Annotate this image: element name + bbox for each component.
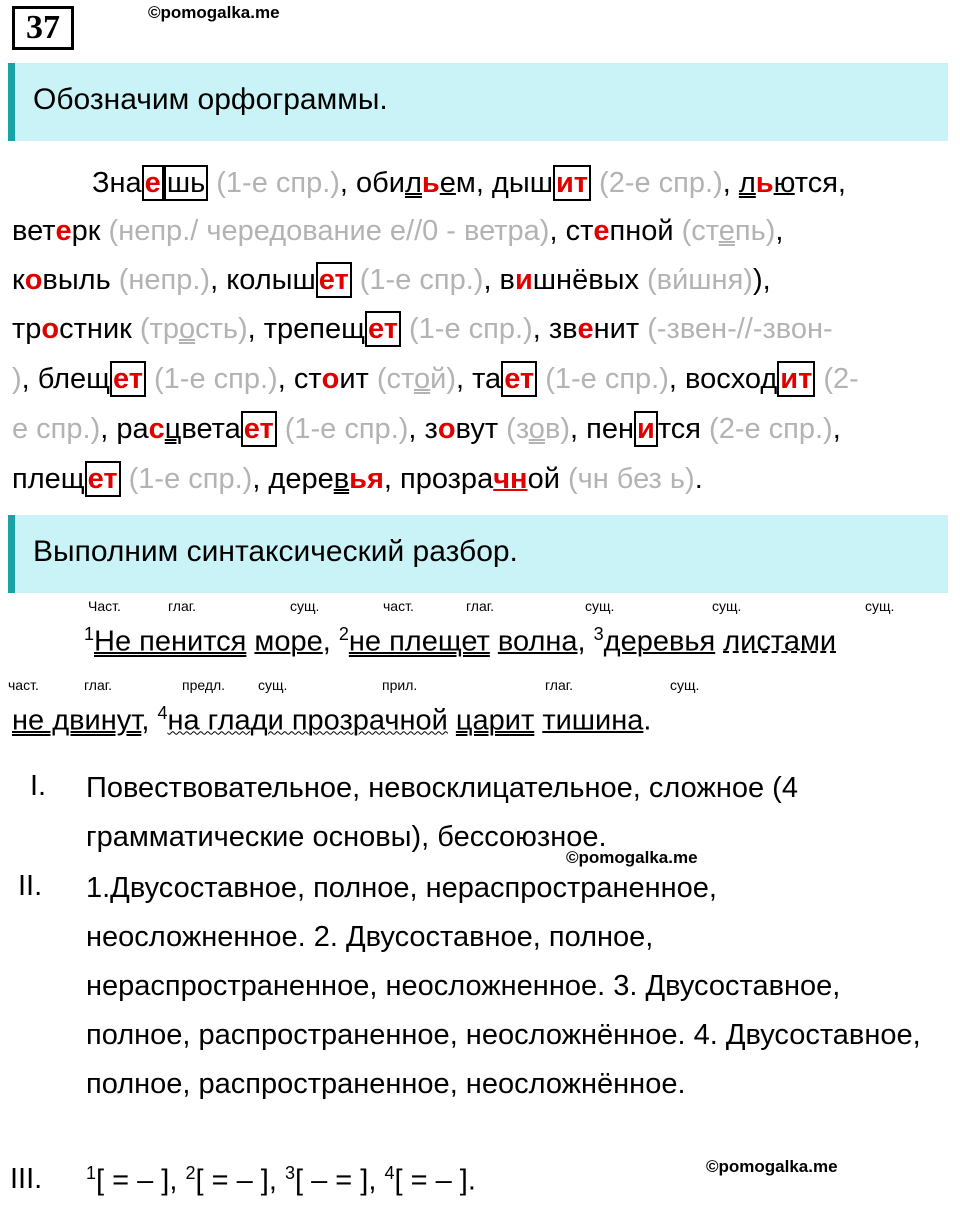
item-numeral: I. [30, 770, 47, 802]
sentence-word: море [254, 625, 323, 658]
watermark: ©pomogalka.me [148, 3, 280, 22]
clause-number: 1 [86, 1163, 97, 1183]
clause-number: 4 [384, 1163, 395, 1183]
text-run: ья [349, 463, 384, 495]
text-run: ), [752, 264, 771, 296]
text-run: е [718, 215, 735, 247]
text-run: ит [553, 165, 591, 201]
text-run: (непр./ чередование е//0 - ветра) [100, 215, 550, 247]
text-run: в) [544, 413, 571, 445]
section-title: Выполним синтаксический разбор. [33, 535, 518, 568]
sentence-word: не двинут [12, 704, 142, 737]
text-run: о [528, 413, 545, 445]
pos-tag: глаг. [168, 598, 197, 614]
orthogram-line [12, 311, 833, 347]
text-run: й) [430, 363, 456, 395]
sentence-word: . [643, 704, 652, 737]
text-run: е [439, 167, 456, 199]
orthogram-line [12, 213, 783, 249]
text-run: ет [365, 311, 401, 347]
text-run: о [413, 363, 431, 395]
text-run: ит [339, 363, 369, 395]
text-run: (2-е спр.) [700, 413, 833, 445]
section-title: Обозначим орфограммы. [33, 83, 388, 116]
text-run: о [178, 313, 196, 345]
text-run: (ст [368, 363, 414, 395]
orthogram-line [12, 461, 703, 497]
text-run: , та [455, 363, 502, 395]
text-run: плещ [12, 463, 85, 495]
text-run: , блещ [21, 363, 111, 395]
text-run: е [593, 215, 610, 247]
text-run: ) [12, 363, 22, 395]
pos-tag: глаг. [84, 677, 113, 693]
section-banner-syntax [8, 515, 948, 593]
text-run: пь) [734, 215, 776, 247]
schema-part: [ = – ], [96, 1164, 186, 1197]
pos-tag: сущ. [290, 598, 320, 614]
text-run: , [722, 167, 739, 199]
text-run: (чн без ь) [559, 463, 695, 495]
text-run: (2- [815, 363, 859, 395]
text-run: тр [12, 313, 42, 345]
text-run: , зв [532, 313, 578, 345]
text-run: с [148, 413, 165, 445]
sentence-word: царит [455, 704, 535, 737]
text-run: , колыш [210, 264, 316, 296]
text-run: , пен [570, 413, 634, 445]
sentence-word: Не пенится [94, 625, 247, 658]
text-run: (ви́шня) [638, 264, 753, 296]
pos-tag: сущ. [670, 677, 700, 693]
schema-part: [ = – ], [195, 1164, 285, 1197]
text-run: , ра [100, 413, 149, 445]
sentence-word: листами [723, 625, 837, 658]
text-run: е [577, 313, 594, 345]
text-run: рк [71, 215, 101, 247]
text-run: ет [316, 262, 352, 298]
clause-number: 2 [185, 1163, 196, 1183]
text-run: л [404, 167, 422, 199]
text-run: тся, [794, 167, 846, 199]
text-run: нит [593, 313, 640, 345]
exercise-number: 37 [12, 6, 74, 50]
item-text: Повествовательное, невосклицательное, сложное (4 грамматические основы), бессоюзное. [86, 772, 798, 853]
text-run: и [634, 411, 658, 447]
text-run: (тр [131, 313, 179, 345]
pos-tag: сущ. [258, 677, 288, 693]
pos-tag: предл. [182, 677, 226, 693]
text-run: шнёвых [532, 264, 639, 296]
text-run: , [832, 413, 841, 445]
text-run: ет [241, 411, 277, 447]
pos-tag: част. [8, 677, 39, 693]
text-run: (-звен-//-звон- [639, 313, 833, 345]
text-run: пной [609, 215, 674, 247]
watermark: ©pomogalka.me [706, 1157, 838, 1176]
sentence-word [448, 705, 456, 737]
text-run: ц [164, 413, 182, 445]
text-run: (ст [673, 215, 719, 247]
text-run: стник [59, 313, 132, 345]
text-run: (1-е спр.) [351, 264, 484, 296]
text-run: и [514, 264, 533, 296]
sentence-word: , [322, 625, 339, 658]
text-run: , трепещ [247, 313, 366, 345]
text-run: ю [773, 167, 795, 199]
text-run: вет [12, 215, 56, 247]
text-run: в [333, 463, 350, 495]
sentence-line-1 [84, 624, 836, 659]
text-run: . [694, 463, 703, 495]
sentence-word: , [141, 704, 158, 737]
text-run: ой [527, 463, 560, 495]
pos-tag: сущ. [865, 598, 895, 614]
sentence-line-2 [12, 703, 651, 738]
text-run: е [142, 165, 164, 201]
schema-part: [ – = ], [294, 1164, 385, 1197]
text-run: шь [164, 165, 208, 201]
pos-tags-row-2 [0, 677, 960, 697]
text-run: , [775, 215, 784, 247]
text-run: чн [493, 463, 528, 495]
clause-number: 3 [284, 1163, 295, 1183]
orthogram-line [12, 361, 859, 397]
text-run: о [437, 413, 456, 445]
pos-tag: сущ. [585, 598, 615, 614]
section-banner-orthograms [8, 63, 948, 141]
text-run: вета [181, 413, 241, 445]
text-run: вут [455, 413, 499, 445]
clause-number: 1 [84, 624, 95, 644]
text-run: , ст [277, 363, 322, 395]
text-run: , ст [549, 215, 594, 247]
text-run: тся [657, 413, 701, 445]
text-run: ет [501, 361, 537, 397]
sentence-word: волна [497, 625, 578, 658]
text-run: сть) [195, 313, 248, 345]
text-run: (1-е спр.) [208, 167, 340, 199]
text-run: ь [755, 167, 774, 199]
text-run: , восход [668, 363, 778, 395]
pos-tag: глаг. [545, 677, 574, 693]
watermark: ©pomogalka.me [566, 848, 698, 867]
pos-tags-row-1 [0, 598, 960, 618]
schema-part: [ = – ]. [394, 1164, 476, 1197]
pos-tag: част. [383, 598, 414, 614]
text-run: ит [777, 361, 815, 397]
clause-number: 4 [157, 703, 168, 723]
text-run: о [24, 264, 43, 296]
item-numeral: III. [10, 1163, 43, 1195]
text-run: выль [42, 264, 111, 296]
text-run: о [41, 313, 60, 345]
text-run: к [12, 264, 25, 296]
sentence-word [490, 626, 498, 658]
text-run: Зна [92, 167, 142, 199]
text-run: , прозра [383, 463, 494, 495]
item-text: 1.Двусоставное, полное, нераспространенное, неосложненное. 2. Двусоставное, полное, нераспространенное, неосложненное. 3. Двусоставное, полное, распространенное, неосложнённое. 4. Двусоставное, полное, распространенное, неосложнённое. [86, 872, 921, 1100]
text-run: о [321, 363, 340, 395]
text-run: ет [85, 461, 121, 497]
text-run: , оби [339, 167, 405, 199]
clause-number: 2 [338, 624, 349, 644]
text-run: (1-е спр.) [120, 463, 253, 495]
pos-tag: прил. [382, 677, 418, 693]
text-run: ет [110, 361, 146, 397]
sentence-word: , [577, 625, 594, 658]
item-numeral: II. [18, 870, 43, 902]
text-run: , в [483, 264, 515, 296]
text-run: (непр.) [110, 264, 211, 296]
text-run: , дере [252, 463, 334, 495]
text-run: (1-е спр.) [400, 313, 533, 345]
text-run: ь [421, 167, 440, 199]
text-run: (1-е спр.) [145, 363, 278, 395]
text-run: (1-е спр.) [276, 413, 409, 445]
sentence-word: на глади прозрачной [167, 704, 448, 737]
text-run: (з [498, 413, 529, 445]
text-run: (1-е спр.) [537, 363, 669, 395]
text-run: е спр.) [12, 413, 101, 445]
pos-tag: сущ. [712, 598, 742, 614]
orthogram-line [92, 165, 846, 201]
text-run: л [738, 167, 756, 199]
pos-tag: Част. [88, 598, 121, 614]
text-run: , з [408, 413, 438, 445]
text-run: м, дыш [455, 167, 553, 199]
orthogram-line [12, 262, 771, 298]
text-run: (2-е спр.) [591, 167, 723, 199]
sentence-word: не плещет [348, 625, 490, 658]
text-run: е [55, 215, 72, 247]
sentence-schema [86, 1163, 476, 1198]
pos-tag: глаг. [466, 598, 495, 614]
clause-number: 3 [593, 624, 604, 644]
orthogram-line [12, 411, 841, 447]
sentence-word: деревья [603, 625, 716, 658]
sentence-word: тишина [542, 704, 644, 737]
